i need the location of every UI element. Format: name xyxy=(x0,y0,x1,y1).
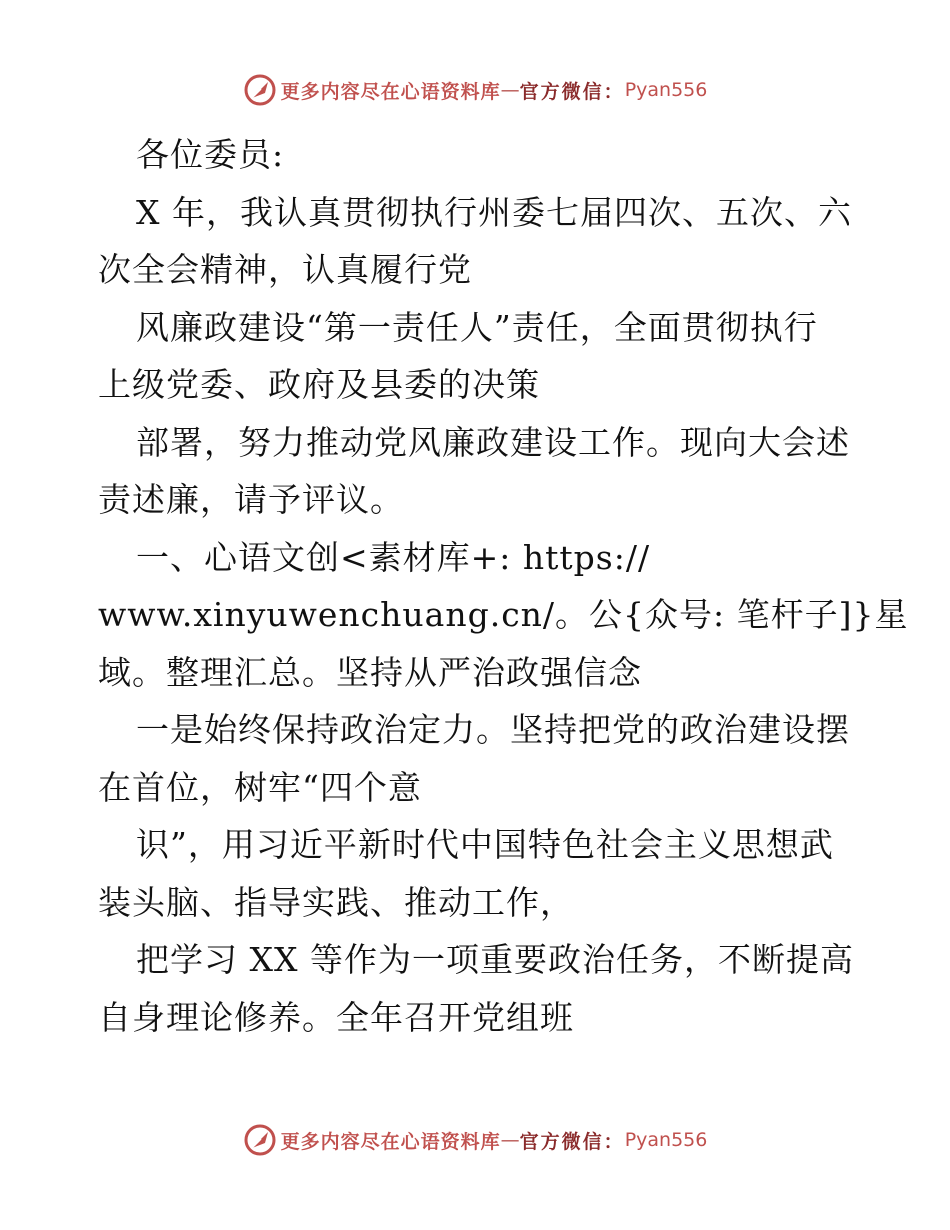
document-body xyxy=(98,126,909,1046)
banner-label: 官方微信： xyxy=(519,1130,625,1153)
banner-wechat-id: Pyan556 xyxy=(624,1129,708,1151)
text-line: 识”，用习近平新时代中国特色社会主义思想武 xyxy=(136,825,834,864)
banner-main-text: 更多内容尽在心语资料库 xyxy=(280,1130,501,1153)
banner-dash: — xyxy=(500,79,520,101)
text-line: 把学习 XX 等作为一项重要政治任务，不断提高 xyxy=(136,940,854,979)
feather-pen-logo-icon xyxy=(243,73,277,107)
text-line: 装头脑、指导实践、推动工作， xyxy=(98,882,574,922)
footer-watermark-banner xyxy=(0,1120,950,1160)
feather-pen-logo-icon xyxy=(243,1123,277,1157)
text-line: 在首位，树牢“四个意 xyxy=(98,767,422,807)
banner-wechat-id: Pyan556 xyxy=(624,79,708,101)
text-line: 部署，努力推动党风廉政建设工作。现向大会述 xyxy=(136,422,850,462)
text-line: 次全会精神，认真履行党 xyxy=(98,250,472,289)
text-line: 一、心语文创<素材库+: https:// xyxy=(136,537,651,577)
header-watermark-banner xyxy=(0,70,950,110)
text-line: 自身理论修养。全年召开党组班 xyxy=(98,997,574,1037)
text-line: 责述廉，请予评议。 xyxy=(98,480,404,519)
text-line: 一是始终保持政治定力。坚持把党的政治建设摆 xyxy=(136,710,850,749)
banner-label: 官方微信： xyxy=(519,80,625,103)
text-line: 各位委员: xyxy=(136,135,285,174)
text-line: X 年，我认真贯彻执行州委七届四次、五次、六 xyxy=(136,192,852,232)
text-line: www.xinyuwenchuang.cn/。公{众号: 笔杆子]}星 xyxy=(98,595,909,634)
text-line: 风廉政建设“第一责任人”责任，全面贯彻执行 xyxy=(136,307,818,347)
text-line: 域。整理汇总。坚持从严治政强信念 xyxy=(98,652,642,692)
text-line: 上级党委、政府及县委的决策 xyxy=(98,365,540,404)
banner-dash: — xyxy=(500,1129,520,1151)
banner-main-text: 更多内容尽在心语资料库 xyxy=(280,80,501,103)
